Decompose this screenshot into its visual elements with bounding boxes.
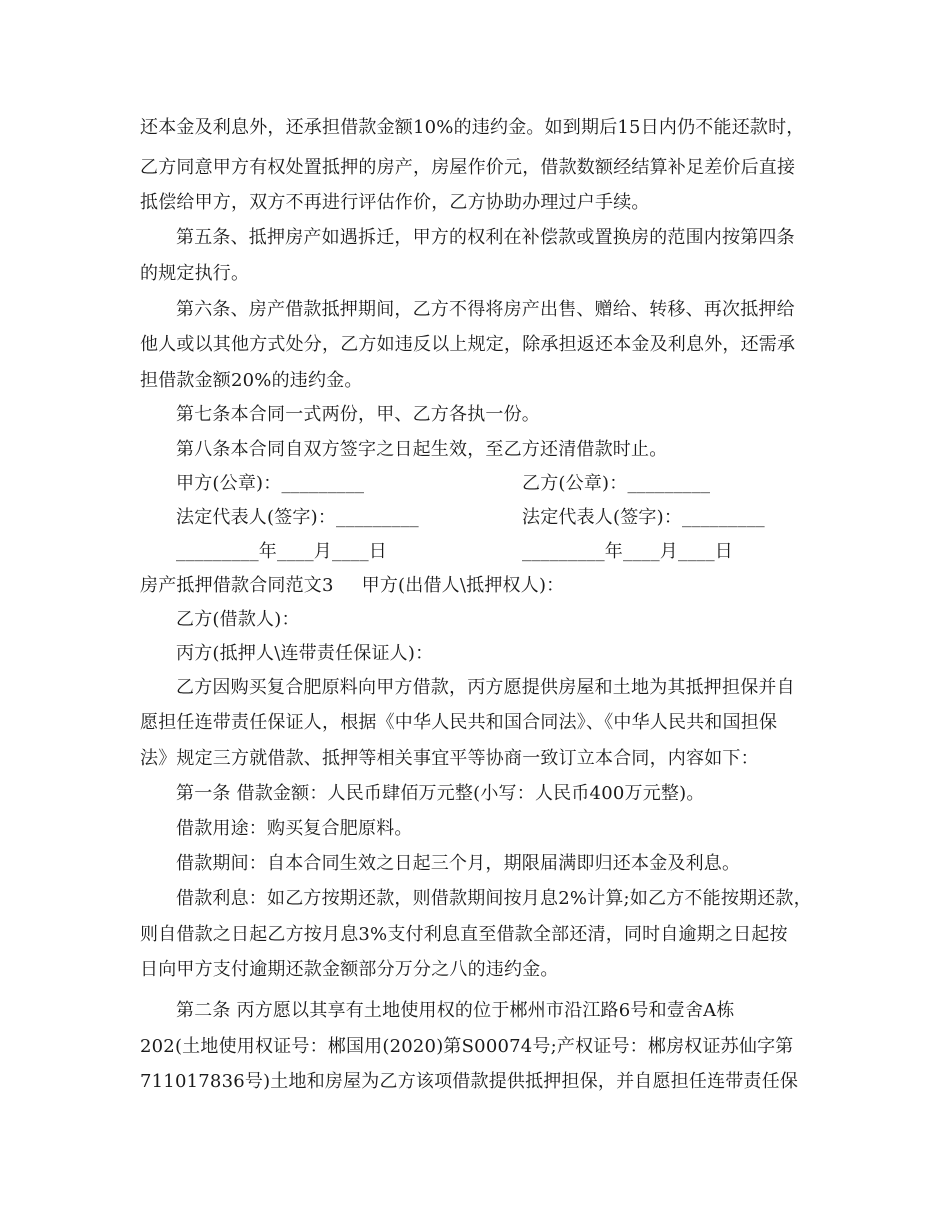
paragraph-line: 担借款金额20%的违约金。	[140, 370, 363, 391]
signature-rep-a: 法定代表人(签字)：_________	[176, 507, 419, 528]
paragraph-line: 的规定执行。	[140, 263, 250, 284]
sample-3-party-b: 乙方(借款人)：	[176, 609, 300, 630]
sample-3-party-c: 丙方(抵押人\连带责任保证人)：	[176, 643, 434, 664]
signature-party-b: 乙方(公章)：_________	[522, 473, 711, 494]
paragraph-line: 愿担任连带责任保证人，根据《中华人民共和国合同法》、《中华人民共和国担保	[140, 712, 778, 733]
signature-date-a: _________年____月____日	[176, 541, 387, 562]
loan-interest-line: 借款利息：如乙方按期还款，则借款期间按月息2%计算;如乙方不能按期还款，	[176, 888, 812, 909]
signature-date-b: _________年____月____日	[522, 541, 733, 562]
signature-rep-b: 法定代表人(签字)：_________	[522, 507, 765, 528]
paragraph-line: 日向甲方支付逾期还款金额部分万分之八的违约金。	[140, 959, 559, 980]
article-1-line: 第一条 借款金额：人民币肆佰万元整(小写：人民币400万元整)。	[176, 783, 705, 804]
paragraph-line: 抵偿给甲方，双方不再进行评估作价，乙方协助办理过户手续。	[140, 192, 650, 213]
paragraph-line: 202(土地使用权证号：郴国用(2020)第S00074号;产权证号：郴房权证苏仙字第	[140, 1036, 794, 1057]
loan-period-line: 借款期间：自本合同生效之日起三个月，期限届满即归还本金及利息。	[176, 853, 741, 874]
paragraph-line: 法》规定三方就借款、抵押等相关事宜平等协商一致订立本合同，内容如下：	[140, 748, 759, 769]
paragraph-line: 则自借款之日起乙方按月息3%支付利息直至借款全部还清，同时自逾期之日起按	[140, 924, 788, 945]
loan-purpose-line: 借款用途：购买复合肥原料。	[176, 818, 413, 839]
signature-party-a: 甲方(公章)：_________	[176, 473, 365, 494]
paragraph-line: 乙方同意甲方有权处置抵押的房产，房屋作价元，借款数额经结算补足差价后直接	[140, 157, 796, 178]
article-5-line: 第五条、抵押房产如遇拆迁，甲方的权利在补偿款或置换房的范围内按第四条	[176, 227, 795, 248]
sample-3-heading: 房产抵押借款合同范文3	[140, 575, 334, 596]
paragraph-line: 乙方因购买复合肥原料向甲方借款，丙方愿提供房屋和土地为其抵押担保并自	[176, 677, 795, 698]
paragraph-line: 他人或以其他方式处分，乙方如违反以上规定，除承担返还本金及利息外，还需承	[140, 334, 796, 355]
article-7-line: 第七条本合同一式两份，甲、乙方各执一份。	[176, 404, 540, 425]
paragraph-line: 711017836号)土地和房屋为乙方该项借款提供抵押担保，并自愿担任连带责任保	[140, 1071, 799, 1092]
article-2-line: 第二条 丙方愿以其享有土地使用权的位于郴州市沿江路6号和壹舍A栋	[176, 1000, 735, 1021]
article-6-line: 第六条、房产借款抵押期间，乙方不得将房产出售、赠给、转移、再次抵押给	[176, 299, 795, 320]
article-8-line: 第八条本合同自双方签字之日起生效，至乙方还清借款时止。	[176, 439, 668, 460]
sample-3-heading-line	[140, 575, 564, 597]
paragraph-line: 还本金及利息外，还承担借款金额10%的违约金。如到期后15日内仍不能还款时，	[140, 117, 805, 138]
sample-3-party-a: 甲方(出借人\抵押权人)：	[361, 575, 565, 596]
